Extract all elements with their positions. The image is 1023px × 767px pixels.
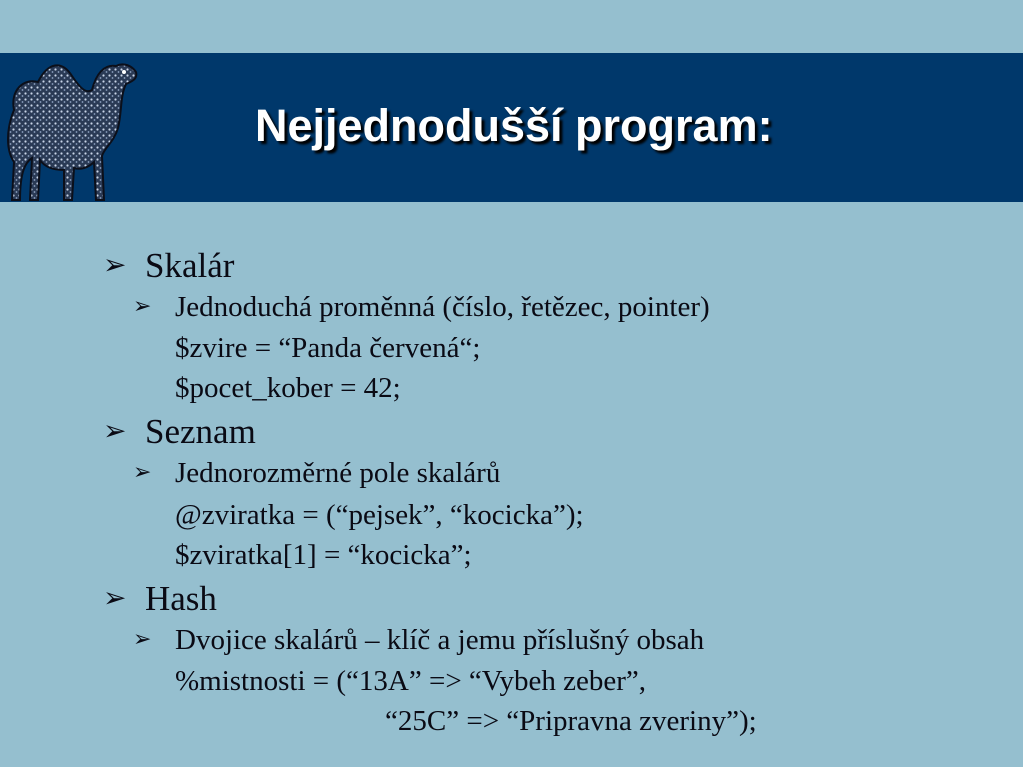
section-heading: Skalár bbox=[145, 246, 235, 285]
sub-bullet-seznam bbox=[133, 459, 500, 488]
code-line: $zvire = “Panda červená“; bbox=[175, 332, 481, 364]
section-heading: Seznam bbox=[145, 412, 256, 451]
sub-bullet-hash bbox=[133, 626, 704, 655]
sub-bullet-text: Jednorozměrné pole skalárů bbox=[175, 457, 501, 489]
code-line: “25C” => “Pripravna zveriny”); bbox=[385, 705, 757, 737]
code-line: $pocet_kober = 42; bbox=[175, 372, 401, 404]
bullet-hash bbox=[103, 581, 217, 616]
code-line: @zviratka = (“pejsek”, “kocicka”); bbox=[175, 499, 584, 531]
sub-bullet-skalar bbox=[133, 293, 710, 322]
section-heading: Hash bbox=[145, 579, 217, 618]
arrow-bullet-icon: ➢ bbox=[133, 293, 152, 318]
arrow-bullet-icon: ➢ bbox=[133, 626, 152, 651]
code-line: $zviratka[1] = “kocicka”; bbox=[175, 539, 472, 571]
bullet-skalar bbox=[103, 248, 234, 283]
arrow-bullet-icon: ➢ bbox=[103, 250, 127, 281]
arrow-bullet-icon: ➢ bbox=[103, 583, 127, 614]
code-line: %mistnosti = (“13A” => “Vybeh zeber”, bbox=[175, 665, 647, 697]
sub-bullet-text: Dvojice skalárů – klíč a jemu příslušný obsah bbox=[175, 624, 705, 656]
sub-bullet-text: Jednoduchá proměnná (číslo, řetězec, pointer) bbox=[175, 291, 710, 323]
arrow-bullet-icon: ➢ bbox=[103, 416, 127, 447]
slide-title: Nejjednodušší program: bbox=[255, 100, 773, 151]
bullet-seznam bbox=[103, 414, 256, 449]
arrow-bullet-icon: ➢ bbox=[133, 459, 152, 484]
